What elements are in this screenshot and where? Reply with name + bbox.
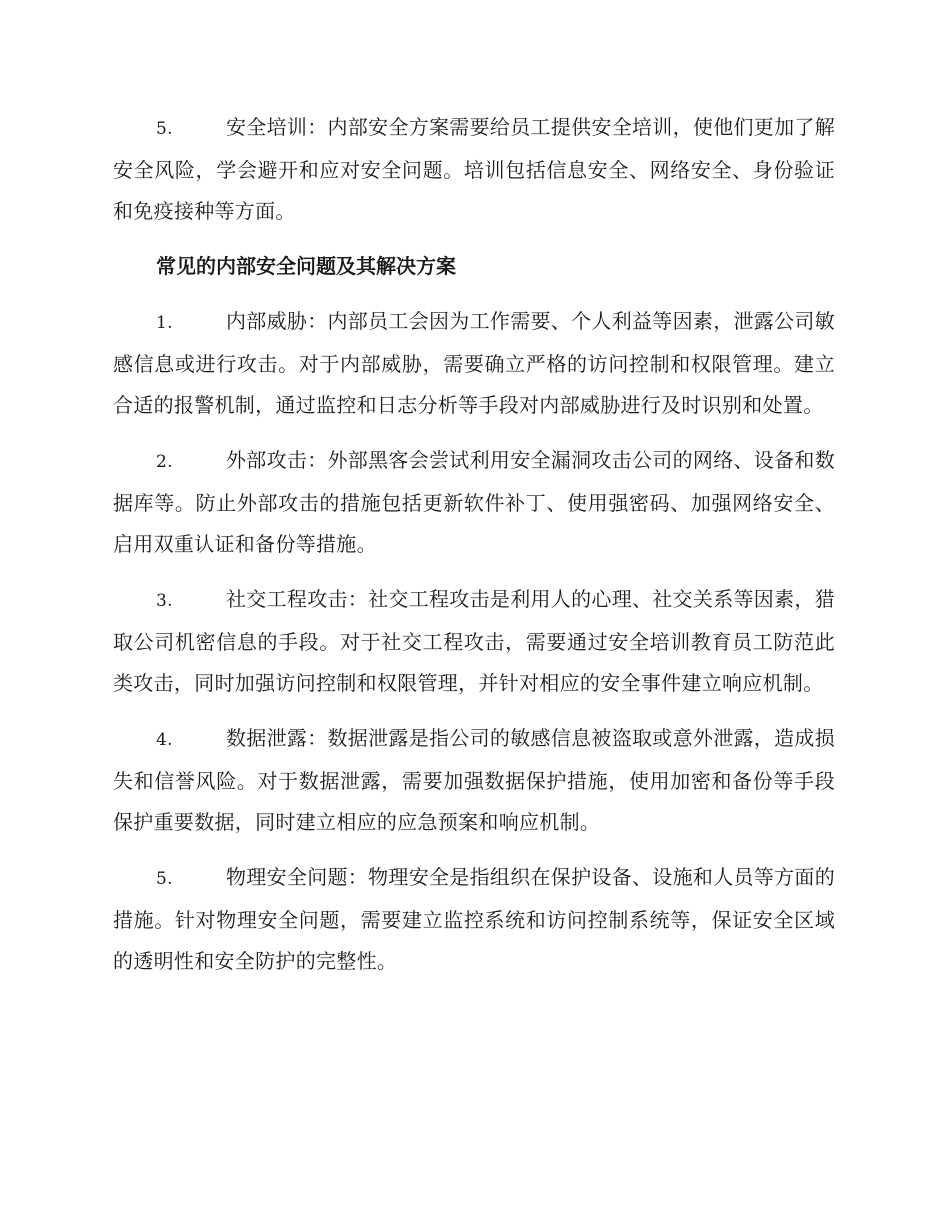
list-item-number: 1. <box>156 313 173 333</box>
list-item <box>113 857 835 982</box>
section-heading: 常见的内部安全问题及其解决方案 <box>156 254 456 278</box>
list-item-number: 4. <box>156 730 173 750</box>
list-item-text: 物理安全问题：物理安全是指组织在保护设备、设施和人员等方面的措施。针对物理安全问题，需要建立监控系统和访问控制系统等，保证安全区域的透明性和安全防护的完整性。 <box>113 865 835 973</box>
list-item-number: 3. <box>156 591 173 611</box>
list-item-number: 2. <box>156 452 173 472</box>
list-item-text: 外部攻击：外部黑客会尝试利用安全漏洞攻击公司的网络、设备和数据库等。防止外部攻击的措施包括更新软件补丁、使用强密码、加强网络安全、启用双重认证和备份等措施。 <box>113 448 835 556</box>
list-item-number: 5. <box>156 119 173 139</box>
list-item <box>113 718 835 843</box>
list-item-number: 5. <box>156 869 173 889</box>
list-item <box>113 440 835 565</box>
document-body <box>113 107 835 996</box>
list-item <box>113 107 835 232</box>
list-item-text: 社交工程攻击：社交工程攻击是利用人的心理、社交关系等因素，猎取公司机密信息的手段。对于社交工程攻击，需要通过安全培训教育员工防范此类攻击，同时加强访问控制和权限管理，并针对相应的安全事件建立响应机制。 <box>113 587 835 695</box>
list-item <box>113 579 835 704</box>
list-item <box>113 301 835 426</box>
list-item-text: 安全培训：内部安全方案需要给员工提供安全培训，使他们更加了解安全风险，学会避开和应对安全问题。培训包括信息安全、网络安全、身份验证和免疫接种等方面。 <box>113 115 835 223</box>
list-item-text: 数据泄露：数据泄露是指公司的敏感信息被盗取或意外泄露，造成损失和信誉风险。对于数据泄露，需要加强数据保护措施，使用加密和备份等手段保护重要数据，同时建立相应的应急预案和响应机制。 <box>113 726 835 834</box>
list-item-text: 内部威胁：内部员工会因为工作需要、个人利益等因素，泄露公司敏感信息或进行攻击。对于内部威胁，需要确立严格的访问控制和权限管理。建立合适的报警机制，通过监控和日志分析等手段对内部威胁进行及时识别和处置。 <box>113 309 835 417</box>
